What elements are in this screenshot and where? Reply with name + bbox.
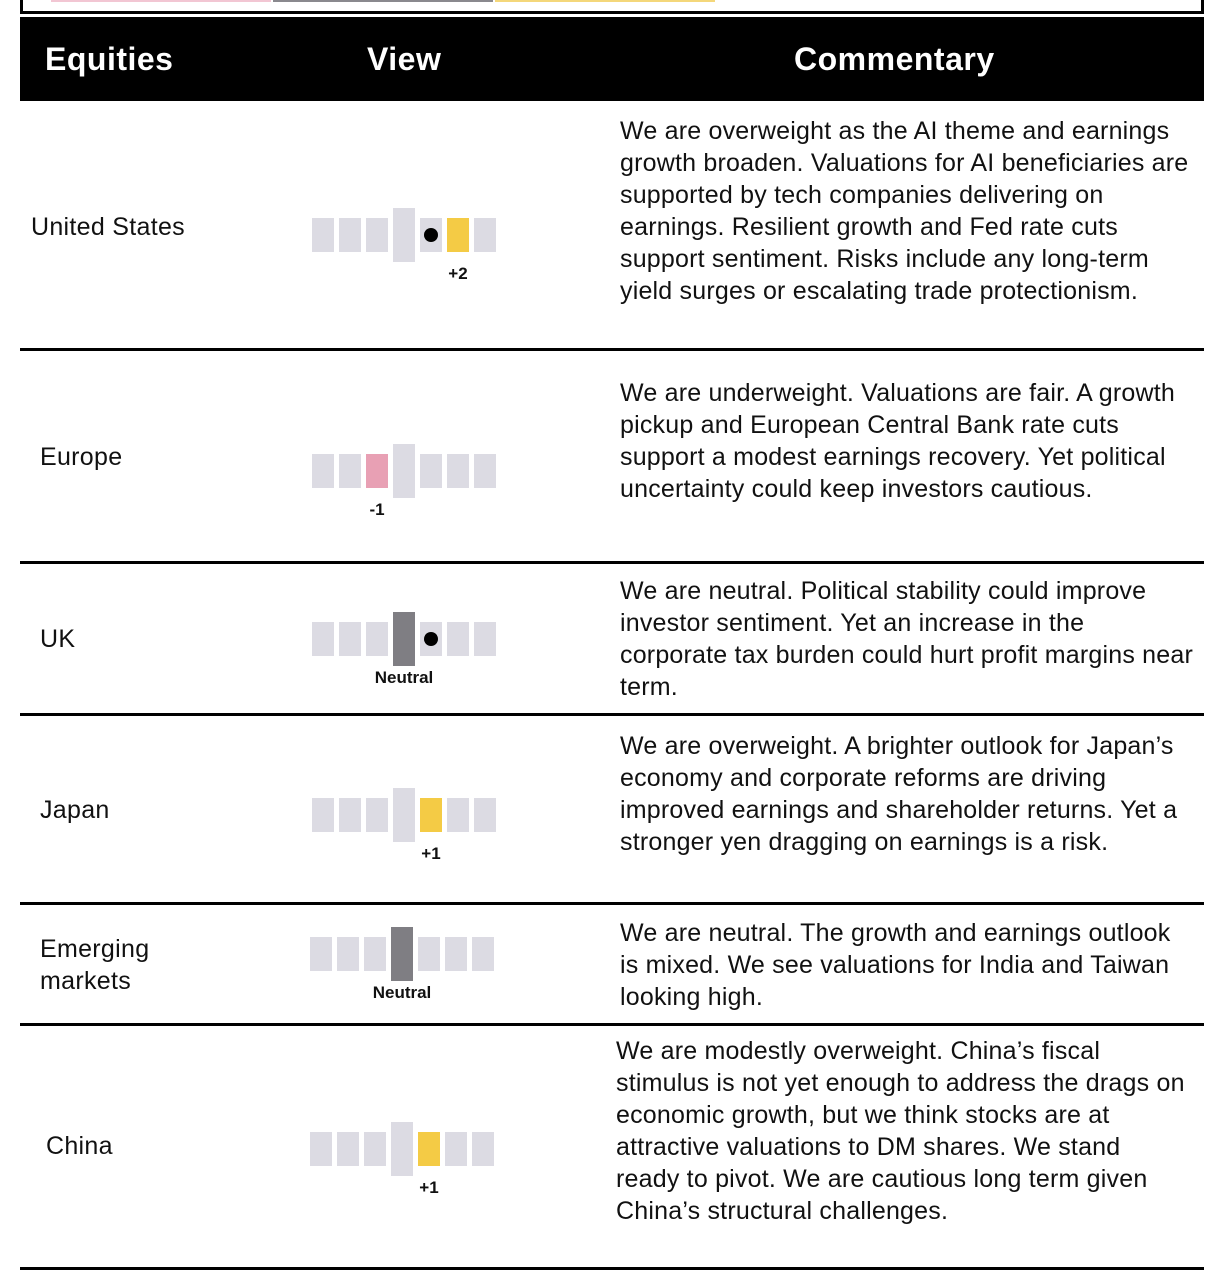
- header-view: View: [367, 41, 442, 77]
- header-equities: Equities: [45, 41, 174, 77]
- view-scale-segment: [312, 454, 334, 488]
- view-scale-segment: [391, 1122, 413, 1176]
- top-frame: [20, 0, 1204, 14]
- view-scale-segment: [366, 798, 388, 832]
- view-scale-segment: [393, 444, 415, 498]
- view-value-label: Neutral: [372, 983, 432, 1002]
- view-scale-segment: [445, 937, 467, 971]
- previous-view-dot: [424, 632, 438, 646]
- view-scale-segment: [472, 1132, 494, 1166]
- table-header: [20, 17, 1204, 101]
- view-scale: [312, 208, 498, 283]
- view-scale-segment: [472, 937, 494, 971]
- view-scale-segment: [418, 937, 440, 971]
- view-scale-segment: [393, 612, 415, 666]
- legend-swatch-overweight: [495, 0, 715, 2]
- view-scale: [312, 444, 498, 519]
- view-scale-segment: [337, 937, 359, 971]
- header-commentary: Commentary: [794, 41, 995, 77]
- view-value-label: +1: [421, 844, 441, 863]
- view-scale-segment: [474, 622, 496, 656]
- view-scale-segment: [312, 622, 334, 656]
- commentary-text: We are neutral. Political stability could improve investor sentiment. Yet an increase in the corporate tax burden could hurt profit margins near term.: [620, 577, 1194, 701]
- table-row-united-states: [20, 101, 1204, 351]
- view-scale-segment: [393, 788, 415, 842]
- commentary-text: We are underweight. Valuations are fair. A growth pickup and European Central Bank rate cuts support a modest earnings recovery. Yet political uncertainty could keep investors cautious.: [620, 379, 1176, 503]
- view-scale-segment: [474, 218, 496, 252]
- table-row-china: [20, 1026, 1204, 1270]
- view-scale-segment: [474, 454, 496, 488]
- view-scale-segment: [339, 622, 361, 656]
- commentary-text: We are overweight. A brighter outlook for Japan’s economy and corporate reforms are driving improved earnings and shareholder returns. Yet a stronger yen dragging on earnings is a risk.: [620, 732, 1178, 856]
- legend-swatch-neutral: [273, 0, 493, 2]
- view-scale-segment: [366, 454, 388, 488]
- commentary-text: We are neutral. The growth and earnings outlook is mixed. We see valuations for India and Taiwan looking high.: [620, 919, 1171, 1011]
- view-scale: [310, 927, 496, 1002]
- commentary-text: We are overweight as the AI theme and earnings growth broaden. Valuations for AI beneficiaries are supported by tech companies delivering on earnings. Resilient growth and Fed rate cuts support sentiment. Risks include any long-term yield surges or escalating trade protectionism.: [620, 117, 1189, 305]
- view-value-label: +2: [448, 264, 468, 283]
- view-scale-segment: [420, 454, 442, 488]
- view-scale-segment: [393, 208, 415, 262]
- view-value-label: Neutral: [374, 668, 434, 687]
- view-scale-segment: [474, 798, 496, 832]
- view-scale-segment: [420, 798, 442, 832]
- view-scale-segment: [339, 798, 361, 832]
- view-scale-segment: [310, 937, 332, 971]
- view-scale: [310, 1122, 496, 1197]
- view-scale-segment: [447, 218, 469, 252]
- view-scale-segment: [339, 454, 361, 488]
- view-scale-segment: [447, 454, 469, 488]
- view-scale-segment: [391, 927, 413, 981]
- view-scale-segment: [418, 1132, 440, 1166]
- view-scale-segment: [445, 1132, 467, 1166]
- view-scale-segment: [366, 218, 388, 252]
- view-scale-segment: [364, 1132, 386, 1166]
- region-label: Emerging markets: [40, 935, 150, 995]
- view-scale-segment: [364, 937, 386, 971]
- view-scale-segment: [310, 1132, 332, 1166]
- view-value-label: +1: [419, 1178, 439, 1197]
- region-label: China: [46, 1132, 113, 1160]
- table-row-emerging-markets: [20, 905, 1204, 1026]
- view-scale: [312, 612, 498, 687]
- region-label: UK: [40, 625, 76, 653]
- view-scale-segment: [312, 218, 334, 252]
- view-scale-segment: [312, 798, 334, 832]
- view-scale-segment: [339, 218, 361, 252]
- region-label: United States: [31, 213, 185, 241]
- table-row-japan: [20, 716, 1204, 905]
- view-scale-segment: [447, 622, 469, 656]
- legend-swatch-underweight: [51, 0, 271, 2]
- table-row-europe: [20, 351, 1204, 564]
- view-scale: [312, 788, 498, 863]
- commentary-text: We are modestly overweight. China’s fiscal stimulus is not yet enough to address the drags on economic growth, but we think stocks are at attractive valuations to DM shares. We stand ready to pivot. We are cautious long term given China’s structural challenges.: [616, 1037, 1185, 1225]
- region-label: Japan: [40, 796, 110, 824]
- table-row-uk: [20, 564, 1204, 716]
- previous-view-dot: [424, 228, 438, 242]
- view-scale-segment: [366, 622, 388, 656]
- view-value-label: -1: [369, 500, 385, 519]
- region-label: Europe: [40, 443, 123, 471]
- view-scale-segment: [337, 1132, 359, 1166]
- view-scale-segment: [447, 798, 469, 832]
